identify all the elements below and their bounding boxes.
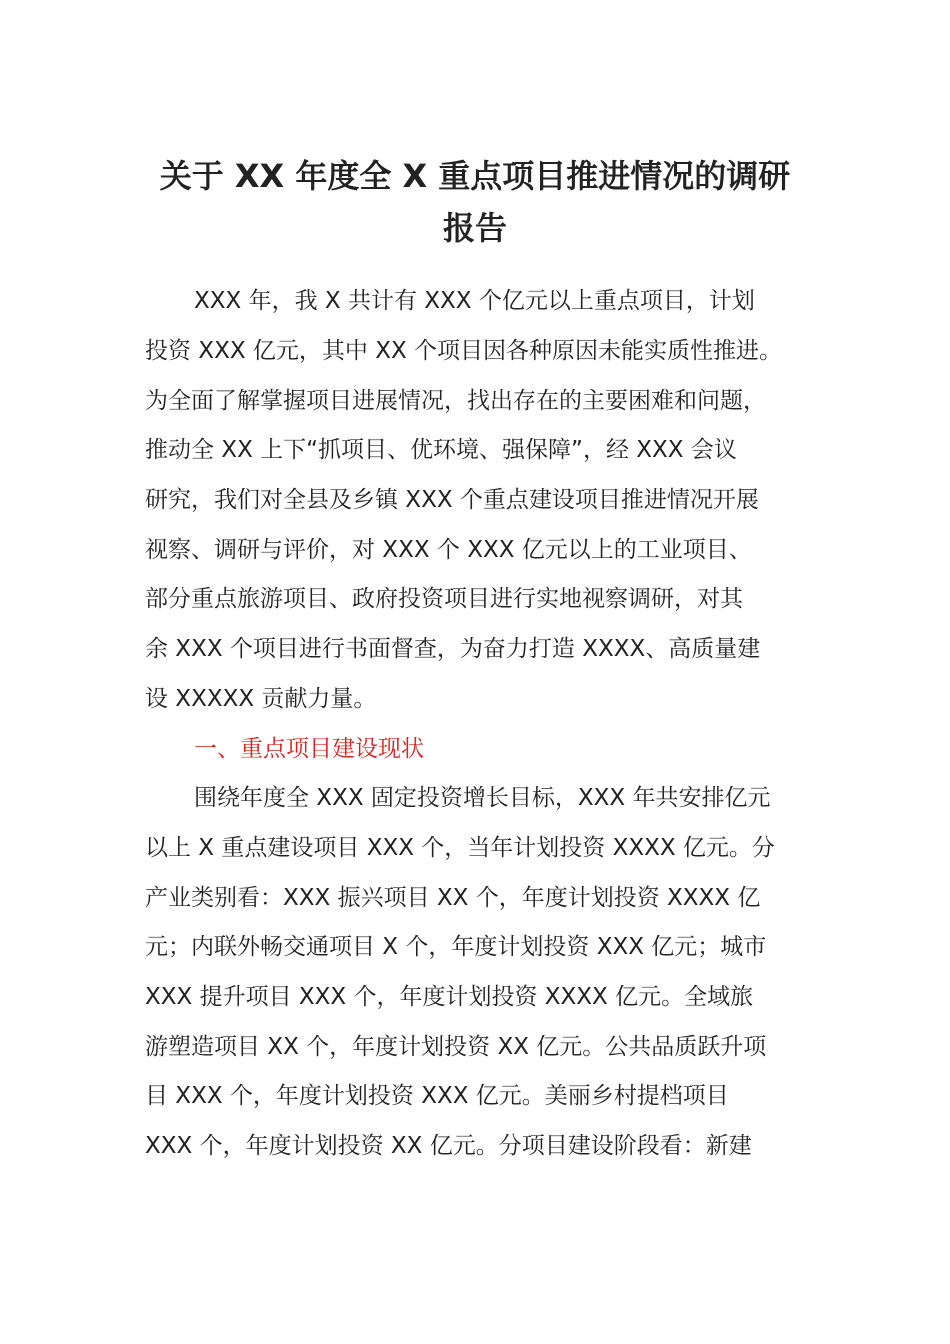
intro-line: 视察、调研与评价，对 XXX 个 XXX 亿元以上的工业项目、 [145,537,752,563]
section-line: 围绕年度全 XXX 固定投资增长目标，XXX 年共安排亿元 [194,785,771,811]
section-line: 以上 X 重点建设项目 XXX 个，当年计划投资 XXXX 亿元。分 [145,835,775,861]
intro-line: 推动全 XX 上下“抓项目、优环境、强保障”，经 XXX 会议 [145,437,737,463]
section-line: 产业类别看：XXX 振兴项目 XX 个，年度计划投资 XXXX 亿 [145,885,761,911]
title-line-1: 关于 XX 年度全 X 重点项目推进情况的调研 [159,157,791,195]
intro-line: 设 XXXXX 贡献力量。 [145,686,377,712]
section-heading: 一、重点项目建设现状 [194,736,424,762]
section-line: 元；内联外畅交通项目 X 个，年度计划投资 XXX 亿元；城市 [145,934,767,960]
intro-line: 投资 XXX 亿元，其中 XX 个项目因各种原因未能实质性推进。 [145,338,783,364]
section-line: XXX 个，年度计划投资 XX 亿元。分项目建设阶段看：新建 [145,1133,752,1159]
section-line: 游塑造项目 XX 个，年度计划投资 XX 亿元。公共品质跃升项 [145,1034,767,1060]
document-title [140,150,810,254]
intro-line: XXX 年，我 X 共计有 XXX 个亿元以上重点项目，计划 [194,288,755,314]
intro-line: 部分重点旅游项目、政府投资项目进行实地视察调研，对其 [145,586,743,612]
intro-line: 余 XXX 个项目进行书面督查，为奋力打造 XXXX、高质量建 [145,636,761,662]
intro-line: 研究，我们对全县及乡镇 XXX 个重点建设项目推进情况开展 [145,487,759,513]
title-line-2: 报告 [442,209,507,247]
section-line: 目 XXX 个，年度计划投资 XXX 亿元。美丽乡村提档项目 [145,1083,729,1109]
intro-line: 为全面了解掌握项目进展情况，找出存在的主要困难和问题， [145,388,766,414]
section-line: XXX 提升项目 XXX 个，年度计划投资 XXXX 亿元。全域旅 [145,984,754,1010]
